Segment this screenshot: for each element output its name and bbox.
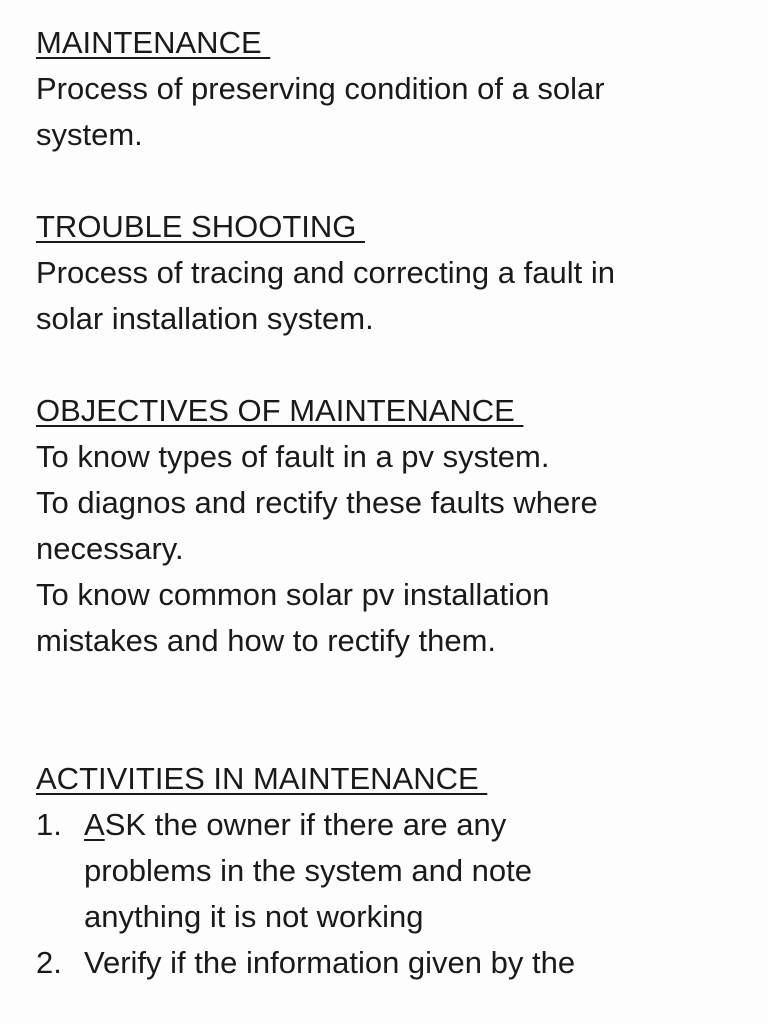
list-item-line	[84, 802, 732, 848]
section-heading: ACTIVITIES IN MAINTENANCE	[36, 761, 488, 796]
list-item-line: Verify if the information given by the	[84, 945, 576, 980]
section-text-line: Process of tracing and correcting a fault in	[36, 255, 615, 290]
section-objectives	[36, 388, 732, 664]
section-text-line: solar installation system.	[36, 301, 374, 336]
section-trouble-shooting	[36, 204, 732, 342]
section-text-line: To diagnos and rectify these faults where	[36, 485, 598, 520]
section-heading: OBJECTIVES OF MAINTENANCE	[36, 393, 524, 428]
list-item-text: SK the owner if there are any	[104, 807, 507, 842]
section-text-line: To know types of fault in a pv system.	[36, 439, 550, 474]
spacer	[36, 342, 732, 388]
section-text-line: system.	[36, 117, 143, 152]
list-item-first-letter: A	[84, 807, 105, 842]
section-activities	[36, 756, 732, 986]
list-item-number: 1.	[36, 807, 62, 842]
section-heading: TROUBLE SHOOTING	[36, 209, 365, 244]
section-text-line: Process of preserving condition of a solar	[36, 71, 605, 106]
section-text-line: necessary.	[36, 531, 184, 566]
section-maintenance	[36, 20, 732, 158]
activities-list	[36, 802, 732, 986]
list-item	[36, 802, 732, 940]
section-text-line: To know common solar pv installation	[36, 577, 550, 612]
list-item	[36, 940, 732, 986]
list-item-number: 2.	[36, 945, 62, 980]
section-heading: MAINTENANCE	[36, 25, 271, 60]
spacer	[36, 664, 732, 756]
list-item-line: problems in the system and note	[84, 853, 533, 888]
spacer	[36, 158, 732, 204]
list-item-line: anything it is not working	[84, 899, 424, 934]
section-text-line: mistakes and how to rectify them.	[36, 623, 497, 658]
